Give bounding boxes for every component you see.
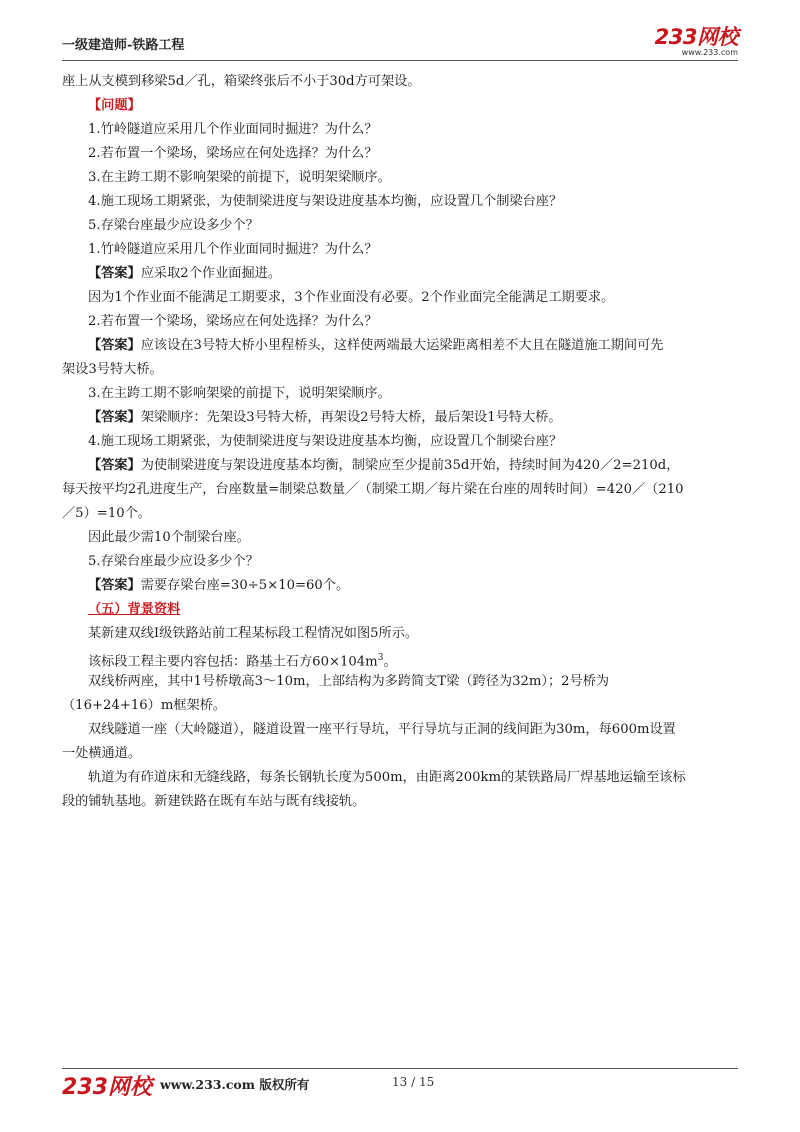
qa-answer — [62, 406, 738, 430]
answer-label: 【答案】 — [88, 338, 141, 353]
qa-answer-conclusion: 因此最少需10个制梁台座。 — [88, 530, 250, 545]
background-continued: 段的铺轨基地。新建铁路在既有车站与既有线接轨。 — [62, 794, 366, 809]
logo-url: www.233.com — [681, 48, 738, 57]
question-item: 5.存梁台座最少应设多少个？ — [88, 218, 259, 233]
answer-text: 需要存梁台座=30÷5×10=60个。 — [140, 578, 350, 593]
question-item: 1.竹岭隧道应采用几个作业面同时掘进？为什么？ — [88, 122, 378, 137]
question-heading: 【问题】 — [88, 98, 141, 113]
background-paragraph: 某新建双线Ⅰ级铁路站前工程某标段工程情况如图5所示。 — [88, 626, 419, 641]
background-text: 该标段工程主要内容包括：路基土石方60×104m — [88, 654, 378, 670]
qa-answer — [62, 334, 738, 358]
document-body — [62, 70, 738, 814]
qa-question: 3.在主跨工期不影响架梁的前提下，说明架梁顺序。 — [88, 386, 391, 401]
qa-answer — [62, 262, 738, 286]
background-paragraph: 双线隧道一座（大岭隧道），隧道设置一座平行导坑，平行导坑与正洞的线间距为30m，每600m设置 — [88, 722, 676, 737]
qa-question: 5.存梁台座最少应设多少个？ — [88, 554, 259, 569]
qa-answer-continued: 架设3号特大桥。 — [62, 362, 163, 377]
background-paragraph — [62, 646, 738, 670]
qa-answer — [62, 454, 738, 478]
qa-question: 1.竹岭隧道应采用几个作业面同时掘进？为什么？ — [88, 242, 378, 257]
background-paragraph: 轨道为有砟道床和无缝线路，每条长钢轨长度为500m，由距离200km的某铁路局厂焊基地运输至该标 — [88, 770, 686, 785]
qa-answer-continued: 每天按平均2孔进度生产，台座数量=制梁总数量／（制梁工期／每片梁在台座的周转时间）=420／（210 — [62, 482, 684, 497]
header-divider — [62, 60, 738, 61]
answer-text: 为使制梁进度与架设进度基本均衡，制梁应至少提前35d开始，持续时间为420／2=210d， — [140, 458, 680, 473]
section-heading: （五）背景资料 — [88, 602, 181, 617]
qa-question: 2.若布置一个梁场，梁场应在何处选择？为什么？ — [88, 314, 378, 329]
qa-question: 4.施工现场工期紧张，为使制梁进度与架设进度基本均衡，应设置几个制梁台座？ — [88, 434, 563, 449]
answer-text: 架梁顺序：先架设3号特大桥，再架设2号特大桥，最后架设1号特大桥。 — [140, 410, 562, 425]
brand-logo — [655, 26, 738, 57]
document-title: 一级建造师-铁路工程 — [62, 38, 185, 53]
question-item: 4.施工现场工期紧张，为使制梁进度与架设进度基本均衡，应设置几个制梁台座？ — [88, 194, 563, 209]
qa-answer-reason: 因为1个作业面不能满足工期要求，3个作业面没有必要。2个作业面完全能满足工期要求。 — [88, 290, 615, 305]
question-item: 3.在主跨工期不影响架梁的前提下，说明架梁顺序。 — [88, 170, 391, 185]
answer-label: 【答案】 — [88, 458, 141, 473]
page-header — [62, 18, 738, 58]
answer-text: 应该设在3号特大桥小里程桥头，这样使两端最大运梁距离相差不大且在隧道施工期间可先 — [140, 338, 664, 353]
background-text: 。 — [383, 654, 397, 670]
answer-text: 应采取2个作业面掘进。 — [140, 266, 282, 281]
background-continued: （16+24+16）m框架桥。 — [62, 698, 227, 713]
qa-answer — [62, 574, 738, 598]
background-continued: 一处横通道。 — [62, 746, 142, 761]
footer-copyright: www.233.com 版权所有 — [160, 1077, 310, 1092]
footer-divider — [62, 1068, 738, 1069]
answer-label: 【答案】 — [88, 266, 141, 281]
answer-label: 【答案】 — [88, 410, 141, 425]
background-paragraph: 双线桥两座，其中1号桥墩高3～10m，上部结构为多跨简支T梁（跨径为32m）；2号桥为 — [88, 674, 610, 689]
footer-logo: 233网校 — [62, 1075, 152, 1100]
page-footer — [62, 1070, 738, 1100]
superscript: 3 — [377, 653, 384, 663]
intro-paragraph: 座上从支模到移梁5d／孔，箱梁终张后不小于30d方可架设。 — [62, 74, 421, 89]
logo-text: 233网校 — [654, 25, 738, 49]
answer-label: 【答案】 — [88, 578, 141, 593]
question-item: 2.若布置一个梁场，梁场应在何处选择？为什么？ — [88, 146, 378, 161]
page-number: 13 / 15 — [392, 1075, 435, 1089]
qa-answer-continued: ／5）=10个。 — [62, 506, 151, 521]
